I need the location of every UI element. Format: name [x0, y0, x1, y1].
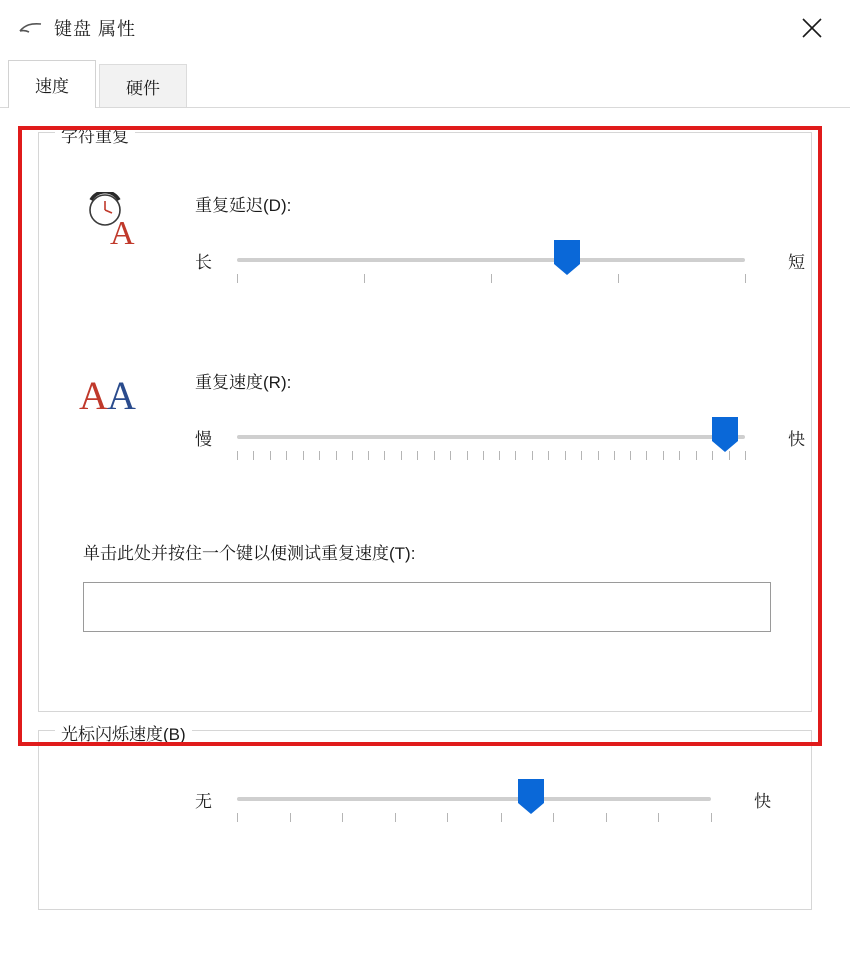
character-repeat-group — [38, 127, 812, 712]
repeat-test-label: 单击此处并按住一个键以便测试重复速度(T): — [83, 544, 416, 563]
repeat-rate-track — [237, 435, 745, 439]
title-bar — [0, 0, 850, 56]
character-repeat-legend: 字符重复 — [55, 122, 135, 147]
tab-strip — [0, 62, 850, 108]
cursor-blink-right-label: 快 — [754, 792, 771, 811]
repeat-rate-label: 重复速度(R): — [195, 373, 292, 392]
cursor-blink-track — [237, 797, 711, 801]
repeat-test-input[interactable] — [83, 582, 771, 632]
repeat-delay-row — [39, 191, 811, 290]
repeat-delay-thumb[interactable] — [554, 240, 580, 274]
repeat-delay-right-label: 短 — [788, 253, 805, 272]
tab-hardware-label: 硬件 — [126, 79, 160, 98]
svg-text:A: A — [107, 373, 136, 417]
repeat-rate-left-label: 慢 — [195, 430, 212, 449]
tab-speed-label: 速度 — [35, 77, 69, 96]
repeat-rate-row — [39, 368, 811, 467]
repeat-rate-thumb[interactable] — [712, 417, 738, 451]
svg-text:A: A — [79, 373, 108, 417]
keyboard-icon — [18, 16, 44, 40]
repeat-delay-left-label: 长 — [195, 253, 212, 272]
repeat-delay-ticks — [237, 274, 745, 283]
repeat-rate-ticks — [237, 451, 745, 460]
cursor-blink-legend: 光标闪烁速度(B) — [55, 720, 192, 745]
cursor-blink-ticks — [237, 813, 711, 822]
cursor-blink-left-label: 无 — [195, 792, 212, 811]
repeat-test-block — [83, 539, 771, 632]
double-a-icon — [79, 362, 149, 422]
svg-text:A: A — [110, 215, 135, 250]
settings-content — [0, 127, 850, 910]
repeat-delay-track — [237, 258, 745, 262]
close-icon — [801, 17, 823, 39]
tab-hardware[interactable] — [99, 64, 187, 108]
tab-speed[interactable] — [8, 60, 96, 108]
repeat-rate-slider[interactable] — [195, 421, 805, 467]
repeat-delay-slider[interactable] — [195, 244, 805, 290]
cursor-blink-group — [38, 725, 812, 910]
repeat-delay-label: 重复延迟(D): — [195, 196, 292, 215]
clock-letter-a-icon — [79, 191, 149, 251]
page-title: 键盘 属性 — [54, 19, 137, 39]
repeat-rate-right-label: 快 — [788, 430, 805, 449]
close-button[interactable] — [790, 6, 834, 50]
cursor-blink-slider[interactable] — [195, 783, 771, 829]
cursor-blink-thumb[interactable] — [518, 779, 544, 813]
